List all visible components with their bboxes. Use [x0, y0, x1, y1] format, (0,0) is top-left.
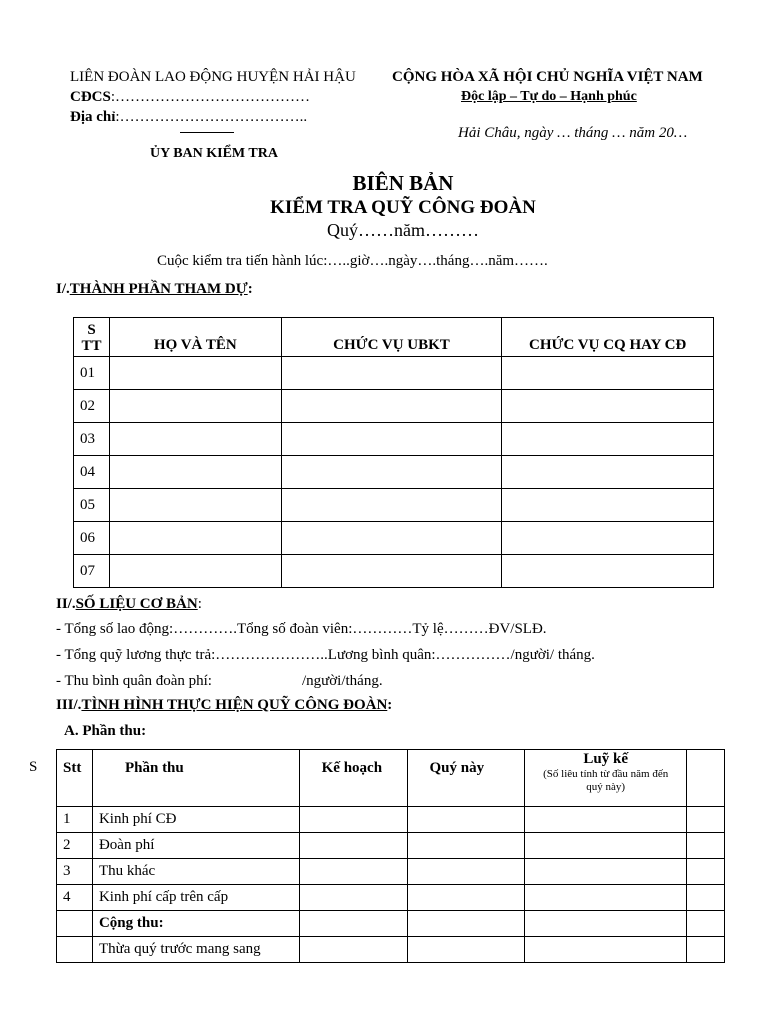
quarter-cell[interactable]	[407, 833, 525, 859]
header-stt: S TT	[74, 318, 110, 357]
row-item: Kinh phí cấp trên cấp	[92, 885, 299, 911]
name-cell[interactable]	[109, 423, 281, 456]
plan-cell[interactable]	[299, 833, 407, 859]
quarter-cell[interactable]	[407, 937, 525, 963]
header-committee-role: CHỨC VỤ UBKT	[281, 318, 502, 357]
participants-header-row	[74, 318, 714, 357]
participants-table	[73, 317, 714, 588]
table-row	[57, 807, 725, 833]
header-agency-role: CHỨC VỤ CQ HAY CĐ	[502, 318, 714, 357]
row-number: 02	[74, 390, 110, 423]
agency-role-cell[interactable]	[502, 489, 714, 522]
cdcs-label: CĐCS	[70, 89, 111, 105]
row-number: 04	[74, 456, 110, 489]
cumulative-cell[interactable]	[525, 807, 687, 833]
row-item: Đoàn phí	[92, 833, 299, 859]
cdcs-line	[70, 89, 310, 106]
row-number: 05	[74, 489, 110, 522]
header-quarter: Quý này	[407, 750, 525, 807]
cumulative-cell[interactable]	[525, 885, 687, 911]
agency-role-cell[interactable]	[502, 357, 714, 390]
cumulative-cell[interactable]	[525, 833, 687, 859]
plan-cell[interactable]	[299, 859, 407, 885]
agency-role-cell[interactable]	[502, 522, 714, 555]
section3-heading	[56, 697, 392, 714]
agency-role-cell[interactable]	[502, 555, 714, 588]
row-number: 03	[74, 423, 110, 456]
table-row	[57, 885, 725, 911]
part-a-heading: A. Phần thu:	[64, 723, 147, 739]
plan-cell[interactable]	[299, 885, 407, 911]
committee-role-cell[interactable]	[281, 390, 502, 423]
header-extra	[687, 750, 725, 807]
table-row	[57, 859, 725, 885]
name-cell[interactable]	[109, 357, 281, 390]
quarter-cell[interactable]	[407, 807, 525, 833]
name-cell[interactable]	[109, 390, 281, 423]
address-line	[70, 109, 307, 126]
plan-cell[interactable]	[299, 937, 407, 963]
table-row	[57, 833, 725, 859]
income-table	[56, 749, 725, 963]
section1-suffix: :	[247, 281, 253, 297]
cumulative-cell[interactable]	[525, 911, 687, 937]
doc-period: Quý……năm………	[327, 220, 479, 240]
section2-suffix: :	[197, 596, 202, 612]
row-stt	[57, 911, 93, 937]
agency-role-cell[interactable]	[502, 390, 714, 423]
margin-letter: S	[29, 759, 38, 775]
cdcs-dots: :…………………………………	[110, 89, 311, 105]
section3-title: TÌNH HÌNH THỰC HIỆN QUỸ CÔNG ĐOÀN	[81, 697, 388, 713]
row-stt	[57, 937, 93, 963]
stat-line-labor: - Tổng số lao động:………….Tổng số đoàn viên:…………Tỷ lệ………ĐV/SLĐ.	[56, 621, 547, 637]
doc-subtitle: KIỂM TRA QUỸ CÔNG ĐOÀN	[270, 197, 536, 218]
row-item: Thu khác	[92, 859, 299, 885]
table-row	[74, 522, 714, 555]
header-plan: Kế hoạch	[299, 750, 407, 807]
row-stt: 1	[57, 807, 93, 833]
name-cell[interactable]	[109, 456, 281, 489]
row-stt: 2	[57, 833, 93, 859]
section2-heading	[56, 596, 202, 613]
motto: Độc lập – Tự do – Hạnh phúc	[461, 89, 637, 104]
row-stt: 3	[57, 859, 93, 885]
header-divider	[180, 132, 234, 133]
extra-cell[interactable]	[687, 885, 725, 911]
org-line: LIÊN ĐOÀN LAO ĐỘNG HUYỆN HẢI HẬU	[70, 69, 356, 85]
section2-prefix: II/.	[56, 596, 76, 612]
name-cell[interactable]	[109, 522, 281, 555]
time-line: Cuộc kiểm tra tiến hành lúc:…..giờ….ngày….tháng….năm…….	[157, 253, 548, 269]
extra-cell[interactable]	[687, 807, 725, 833]
agency-role-cell[interactable]	[502, 423, 714, 456]
table-row	[74, 423, 714, 456]
committee-role-cell[interactable]	[281, 357, 502, 390]
committee-role-cell[interactable]	[281, 522, 502, 555]
table-row	[74, 456, 714, 489]
address-dots: :………………………………..	[115, 109, 308, 125]
row-number: 06	[74, 522, 110, 555]
quarter-cell[interactable]	[407, 911, 525, 937]
extra-cell[interactable]	[687, 859, 725, 885]
header-stt: Stt	[57, 750, 93, 807]
table-row	[57, 937, 725, 963]
table-row	[74, 390, 714, 423]
section3-suffix: :	[387, 697, 393, 713]
cumulative-label: Luỹ kế	[583, 751, 628, 767]
stat-line-fee: - Thu bình quân đoàn phí: /người/tháng.	[56, 673, 383, 689]
agency-role-cell[interactable]	[502, 456, 714, 489]
cumulative-cell[interactable]	[525, 859, 687, 885]
row-item: Thừa quý trước mang sang	[92, 937, 299, 963]
table-row	[74, 489, 714, 522]
place-date: Hải Châu, ngày … tháng … năm 20…	[458, 125, 688, 141]
section1-title: THÀNH PHẦN THAM DỰ	[69, 281, 248, 297]
section1-prefix: I/.	[56, 281, 70, 297]
doc-title: BIÊN BẢN	[352, 171, 454, 195]
extra-cell[interactable]	[687, 833, 725, 859]
committee-name: ỦY BAN KIỂM TRA	[150, 146, 278, 161]
section1-heading	[56, 281, 253, 298]
quarter-cell[interactable]	[407, 885, 525, 911]
section2-title: SỐ LIỆU CƠ BẢN	[75, 596, 198, 612]
row-number: 07	[74, 555, 110, 588]
committee-role-cell[interactable]	[281, 423, 502, 456]
row-item-total: Cộng thu:	[92, 911, 299, 937]
committee-role-cell[interactable]	[281, 555, 502, 588]
address-label: Địa chỉ	[70, 109, 116, 125]
cumulative-cell[interactable]	[525, 937, 687, 963]
table-row	[74, 357, 714, 390]
extra-cell[interactable]	[687, 911, 725, 937]
extra-cell[interactable]	[687, 937, 725, 963]
section3-prefix: III/.	[56, 697, 82, 713]
row-number: 01	[74, 357, 110, 390]
committee-role-cell[interactable]	[281, 489, 502, 522]
row-stt: 4	[57, 885, 93, 911]
cumulative-note: (Số liêu tính từ đầu năm đến quý này)	[543, 768, 669, 793]
committee-role-cell[interactable]	[281, 456, 502, 489]
row-item: Kinh phí CĐ	[92, 807, 299, 833]
header-item: Phần thu	[92, 750, 299, 807]
quarter-cell[interactable]	[407, 859, 525, 885]
name-cell[interactable]	[109, 555, 281, 588]
table-row	[57, 911, 725, 937]
header-name: HỌ VÀ TÊN	[109, 318, 281, 357]
income-header-row	[57, 750, 725, 807]
stat-line-salary: - Tổng quỹ lương thực trả:…………………..Lương bình quân:……………/người/ tháng.	[56, 647, 595, 663]
plan-cell[interactable]	[299, 807, 407, 833]
table-row	[74, 555, 714, 588]
republic-title: CỘNG HÒA XÃ HỘI CHỦ NGHĨA VIỆT NAM	[392, 69, 703, 85]
name-cell[interactable]	[109, 489, 281, 522]
plan-cell[interactable]	[299, 911, 407, 937]
header-cumulative	[525, 750, 687, 807]
